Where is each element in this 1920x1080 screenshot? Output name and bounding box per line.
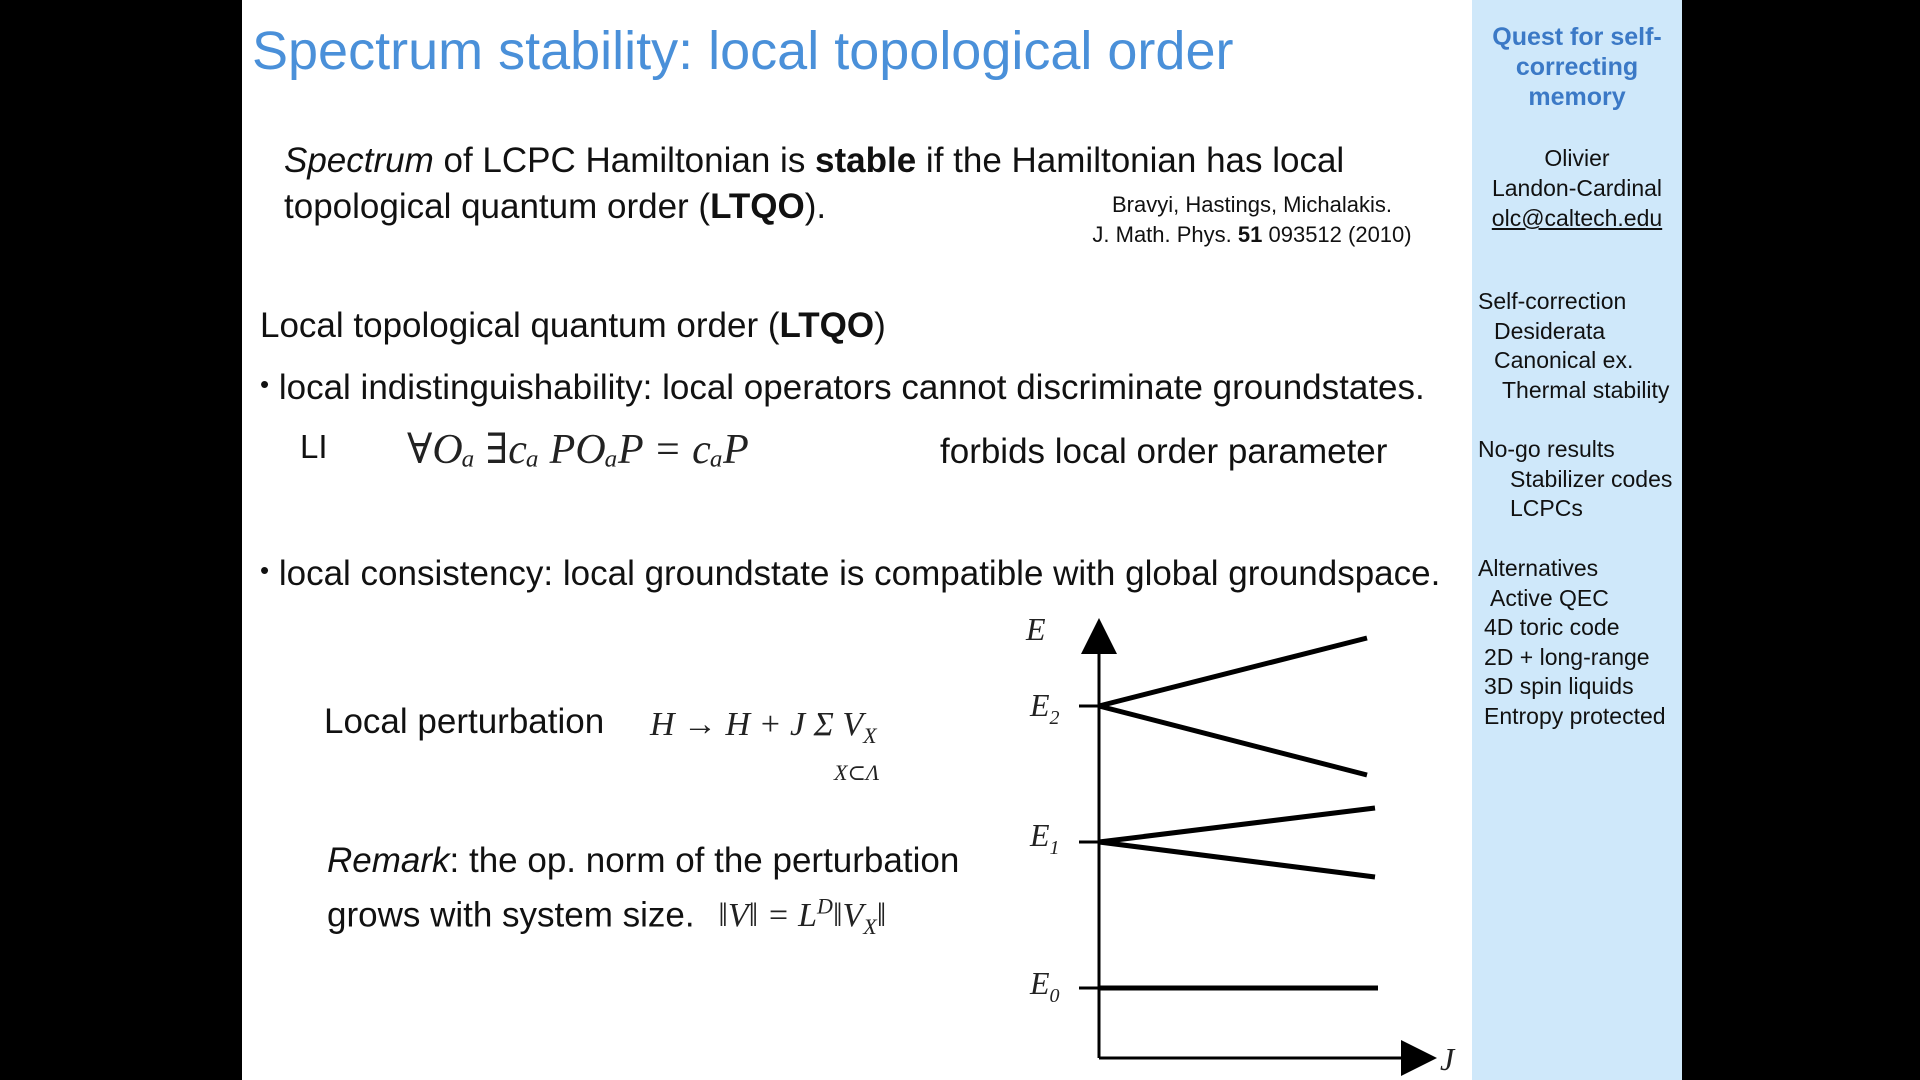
- sidebar-title: Quest for self-correcting memory: [1492, 23, 1662, 111]
- sidebar-item-entropy-protected[interactable]: Entropy protected: [1484, 702, 1666, 729]
- perturbation-formula-sub: X: [863, 722, 877, 748]
- intro-text-2: if the Hamiltonian has local: [916, 141, 1345, 180]
- sidebar-item-3d-spin-liquids[interactable]: 3D spin liquids: [1484, 673, 1634, 700]
- li-note: forbids local order parameter: [940, 432, 1388, 471]
- sidebar-item-4d-toric-code[interactable]: 4D toric code: [1484, 614, 1620, 641]
- sidebar-section-alternatives: [1472, 554, 1682, 732]
- level-label-e0: $E_0$: [1030, 965, 1060, 1007]
- ltqo-heading-end: ): [874, 306, 886, 345]
- sidebar: [1472, 0, 1682, 1080]
- bullet1-text: local indistinguishability: local operators cannot discriminate groundstates.: [278, 368, 1425, 407]
- bullet-dot: •: [260, 555, 270, 585]
- perturbation-sum-index: X⊂Λ: [834, 760, 880, 785]
- author-last: Landon-Cardinal: [1491, 175, 1663, 201]
- ltqo-heading-bold: LTQO: [779, 306, 875, 345]
- sidebar-item-thermal-stability[interactable]: Thermal stability: [1502, 376, 1670, 403]
- li-formula: ∀Oₐ ∃cₐ POₐP = cₐP: [407, 427, 749, 473]
- sidebar-item-alternatives[interactable]: Alternatives: [1478, 555, 1599, 581]
- sidebar-item-stabilizer-codes[interactable]: Stabilizer codes: [1510, 465, 1673, 492]
- remark-formula-close: ‖: [876, 897, 887, 935]
- ltqo-heading-text: Local topological quantum order (: [260, 306, 780, 345]
- intro-line2-end: ).: [804, 187, 827, 226]
- remark-text: : the op. norm of the perturbation: [449, 841, 960, 880]
- perturbation-formula-main: H → H + J Σ V: [650, 706, 864, 743]
- slide: [242, 0, 1472, 1080]
- sidebar-item-active-qec[interactable]: Active QEC: [1490, 584, 1609, 611]
- citation-journal: J. Math. Phys.: [1092, 222, 1238, 247]
- sidebar-section-self-correction: [1472, 287, 1682, 405]
- perturbation-label: Local perturbation: [324, 702, 605, 741]
- e1-lower-branch: [1099, 842, 1375, 877]
- remark-formula-norm: ‖V: [832, 897, 864, 935]
- e1-upper-branch: [1099, 808, 1375, 842]
- sidebar-section-no-go: [1472, 435, 1682, 524]
- intro-line2: topological quantum order (: [284, 187, 711, 226]
- sidebar-item-canonical-ex[interactable]: Canonical ex.: [1494, 347, 1634, 374]
- bullet2-text: local consistency: local groundstate is compatible with global groundspace.: [278, 554, 1441, 593]
- x-axis-label: J: [1440, 1041, 1455, 1077]
- slide-title: Spectrum stability: local topological order: [252, 21, 1234, 81]
- stable-word: stable: [815, 141, 917, 180]
- citation-rest: 093512 (2010): [1262, 222, 1412, 247]
- author-email-link[interactable]: olc@caltech.edu: [1491, 205, 1663, 231]
- intro-ltqo: LTQO: [710, 187, 805, 226]
- sidebar-item-desiderata[interactable]: Desiderata: [1494, 317, 1606, 344]
- sidebar-author: [1472, 143, 1682, 233]
- remark-word: Remark: [327, 841, 450, 880]
- level-label-e1: $E_1$: [1030, 817, 1060, 859]
- bullet-dot: •: [260, 369, 270, 399]
- citation-volume: 51: [1237, 222, 1263, 247]
- remark-formula-main: ‖V‖ = L: [718, 897, 818, 935]
- intro-text-1: of LCPC Hamiltonian is: [433, 141, 816, 180]
- sidebar-item-2d-long-range[interactable]: 2D + long-range: [1484, 643, 1650, 670]
- sidebar-item-no-go-results[interactable]: No-go results: [1478, 436, 1615, 462]
- remark-formula-sub: X: [863, 914, 877, 940]
- level-label-e2: $E_2$: [1030, 687, 1060, 729]
- sidebar-item-self-correction[interactable]: Self-correction: [1478, 288, 1627, 314]
- e2-lower-branch: [1099, 706, 1367, 775]
- remark-line2: grows with system size.: [327, 895, 695, 935]
- citation-authors: Bravyi, Hastings, Michalakis.: [1112, 192, 1392, 217]
- y-axis-label: E: [1026, 611, 1046, 647]
- li-label: LI: [300, 428, 328, 465]
- sidebar-item-lcpcs[interactable]: LCPCs: [1510, 495, 1583, 522]
- energy-spectrum-plot: [242, 0, 1472, 1080]
- spectrum-word: Spectrum: [284, 141, 434, 180]
- author-first: Olivier: [1544, 145, 1610, 171]
- e2-upper-branch: [1099, 638, 1367, 706]
- remark-formula-exp: D: [817, 894, 833, 919]
